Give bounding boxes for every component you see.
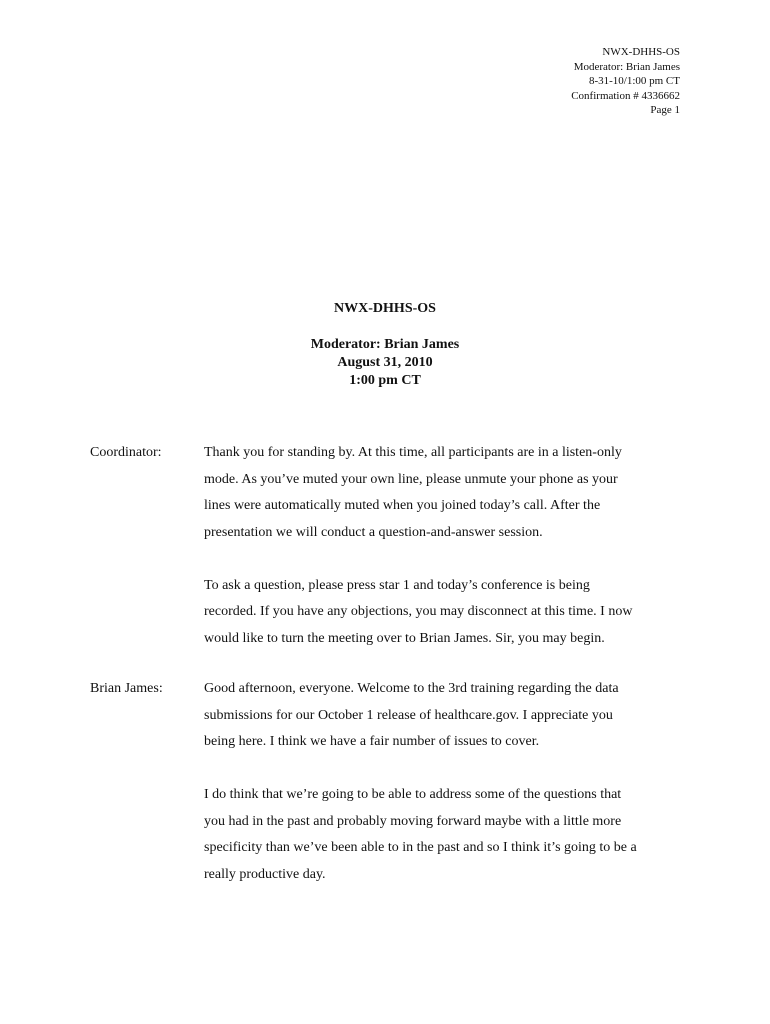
text-line: mode. As you’ve muted your own line, please unmute your phone as your: [204, 471, 618, 487]
text-line: I do think that we’re going to be able to address some of the questions that: [204, 787, 622, 802]
text-line: being here. I think we have a fair number of issues to cover.: [204, 734, 540, 749]
text-line: really productive day.: [204, 866, 326, 882]
page-header: [571, 45, 680, 118]
text-line: specificity than we’ve been able to in the past and so I think it’s going to be a: [204, 840, 637, 855]
transcript-body: [90, 440, 690, 912]
transcript-turn-brian-james: [90, 676, 690, 888]
header-call-id: NWX-DHHS-OS: [602, 46, 680, 58]
title-moderator: Moderator: Brian James: [310, 337, 460, 352]
text-line: To ask a question, please press star 1 and today’s conference is being: [204, 577, 590, 593]
speaker-label: Brian James:: [90, 681, 163, 696]
title-time: 1:00 pm CT: [349, 373, 421, 388]
transcript-turn-coordinator: [90, 440, 690, 652]
paragraph: [204, 782, 690, 888]
text-line: you had in the past and probably moving forward maybe with a little more: [204, 813, 622, 829]
text-line: would like to turn the meeting over to Brian James. Sir, you may begin.: [204, 630, 605, 646]
text-line: submissions for our October 1 release of healthcare.gov. I appreciate you: [204, 707, 613, 723]
text-line: presentation we will conduct a question-and-answer session.: [204, 524, 543, 540]
title-call-id: NWX-DHHS-OS: [334, 301, 436, 316]
paragraph: [204, 676, 690, 756]
text-line: recorded. If you have any objections, you may disconnect at this time. I now: [204, 604, 633, 619]
text-line: lines were automatically muted when you joined today’s call. After the: [204, 498, 601, 513]
text-line: Good afternoon, everyone. Welcome to the 3rd training regarding the data: [204, 681, 619, 696]
paragraph: [204, 440, 690, 546]
paragraph: [204, 573, 690, 653]
text-line: Thank you for standing by. At this time, all participants are in a listen-only: [204, 445, 622, 460]
speaker-remarks: [204, 440, 690, 652]
title-date: August 31, 2010: [337, 355, 433, 370]
header-moderator: Moderator: Brian James: [573, 60, 680, 73]
speaker-label: Coordinator:: [90, 445, 162, 460]
speaker-remarks: [204, 676, 690, 888]
document-title: [0, 300, 770, 390]
header-confirmation: Confirmation # 4336662: [571, 89, 680, 102]
header-page-number: Page 1: [650, 104, 680, 116]
header-date-time: 8-31-10/1:00 pm CT: [588, 75, 680, 87]
